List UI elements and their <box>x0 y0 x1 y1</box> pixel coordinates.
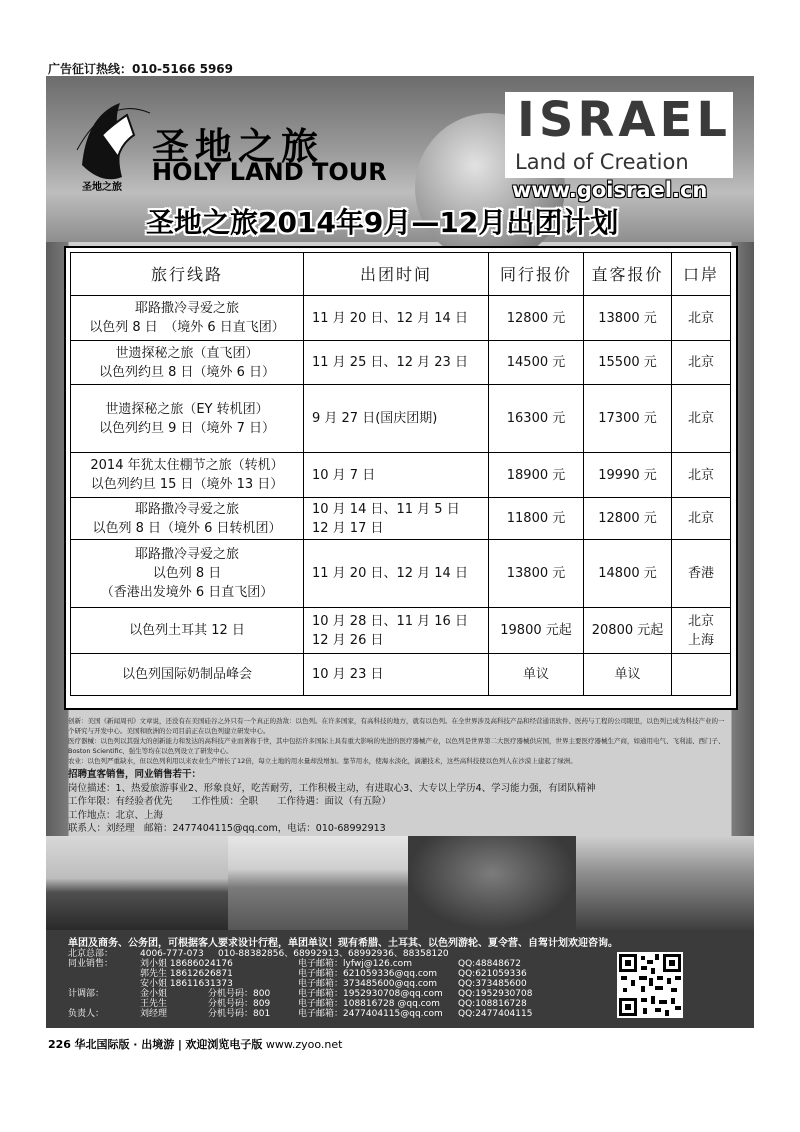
port-cell-line: 北京 <box>687 355 714 370</box>
recruit-heading: 招聘直客销售，同业销售若干： <box>68 769 202 780</box>
port-cell <box>672 385 731 453</box>
footer-separator: | <box>177 1038 182 1051</box>
port-cell-line: 北京 <box>687 411 714 426</box>
header-route: 旅行线路 <box>71 253 304 296</box>
table-row <box>71 498 731 540</box>
route-cell-line: 耶路撒冷寻爱之旅 <box>134 301 239 316</box>
contact-qq: QQ:48848672 <box>458 959 522 969</box>
israel-description <box>68 716 730 766</box>
departure-cell-line: 12 月 26 日 <box>312 632 384 648</box>
route-cell-line: 以色列约旦 8 日（境外 6 日） <box>98 364 276 380</box>
contact-row <box>68 949 608 959</box>
recruit-job-description: 岗位描述：1、热爱旅游事业2、形象良好，吃苦耐劳，工作积极主动，有进取心3、大专以上学历4、学习能力强，有团队精神 <box>68 782 596 794</box>
direct-price-cell: 12800 元 <box>584 498 672 540</box>
recruit-location: 工作地点：北京、上海 <box>68 809 164 821</box>
photo-strip <box>46 836 754 930</box>
contact-name: 刘经理 <box>140 1009 168 1019</box>
contact-name: 刘小姐 18686024176 <box>140 959 233 969</box>
departure-cell <box>304 540 489 608</box>
website-link[interactable]: www.goisrael.cn <box>512 178 708 202</box>
departure-cell-line: 9 月 27 日(国庆团期) <box>312 411 438 426</box>
contact-row <box>68 979 608 989</box>
contact-ext: 分机号码：801 <box>208 1009 271 1019</box>
qr-code-icon[interactable] <box>617 952 683 1018</box>
contact-name: 安小姐 18611631373 <box>140 979 233 989</box>
route-cell-line: （香港出发境外 6 日直飞团） <box>100 585 274 600</box>
header-port: 口岸 <box>672 253 731 296</box>
contact-email[interactable]: 电子邮箱：373485600@qq.com <box>298 979 438 989</box>
departure-cell-line: 11 月 20 日、12 月 14 日 <box>312 310 468 326</box>
route-cell-line: 以色列 8 日（境外 6 日转机团） <box>92 520 282 536</box>
contact-headline: 单团及商务、公务团，可根据客人要求设计行程，单团单议！现有希腊、土耳其、以色列游轮、夏令营、自驾计划欢迎咨询。 <box>68 938 618 949</box>
contact-name: 金小姐 <box>140 989 168 999</box>
ad-hotline: 广告征订热线：010-5166 5969 <box>48 62 234 76</box>
contact-qq: QQ:108816728 <box>458 999 527 1009</box>
trade-price-cell: 19800 元起 <box>489 608 584 654</box>
route-cell <box>71 540 304 608</box>
plan-title: 圣地之旅2014年9月—12月出团计划 <box>146 206 619 239</box>
contact-ext: 分机号码：800 <box>208 989 271 999</box>
route-cell-line: 耶路撒冷寻爱之旅 <box>134 547 239 562</box>
publication-name: 华北国际版 · 出境游 <box>74 1038 175 1051</box>
direct-price-cell: 17300 元 <box>584 385 672 453</box>
route-cell <box>71 296 304 341</box>
route-cell <box>71 654 304 696</box>
trade-price-cell: 18900 元 <box>489 453 584 498</box>
route-cell-line: 以色列国际奶制品峰会 <box>121 667 252 682</box>
trade-price-cell: 14500 元 <box>489 341 584 385</box>
church-photo <box>46 836 228 930</box>
contact-ext: 010-88382856、68992913、68992936、88358120 <box>218 949 449 959</box>
port-cell <box>672 608 731 654</box>
dead-sea-photo <box>408 836 576 930</box>
trade-price-cell: 11800 元 <box>489 498 584 540</box>
route-cell-line: 以色列约旦 15 日（境外 13 日） <box>90 477 284 492</box>
contact-qq: QQ:1952930708 <box>458 989 533 999</box>
departure-cell <box>304 498 489 540</box>
page-number: 226 <box>48 1038 71 1051</box>
table-row <box>71 296 731 341</box>
contact-name: 4006-777-073 <box>140 949 204 959</box>
port-cell-line: 上海 <box>687 632 714 648</box>
recruit-requirements: 工作年限：有经验者优先 工作性质：全职 工作待遇：面议（有五险） <box>68 796 392 807</box>
contact-email[interactable]: 电子邮箱：621059336@qq.com <box>298 969 438 979</box>
desc-innovation: 创新：美国《新闻周刊》文章说，还没有在美国硅谷之外只有一个真正的劲敌：以色列。在许多国家，有高科技的地方，就有以色列。在全世界涉及高科技产品和经营通讯软件、医药与工程的公司眼里，以色列已成为科技产业的一个研究与开发中心。美国和欧洲的公司目前正在以色列建立研发中心。 <box>68 717 725 735</box>
table-row <box>71 385 731 453</box>
contact-qq: QQ:621059336 <box>458 969 527 979</box>
table-row <box>71 540 731 608</box>
port-cell <box>672 654 731 696</box>
departure-cell-line: 10 月 7 日 <box>312 467 376 483</box>
port-cell <box>672 540 731 608</box>
table-row <box>71 453 731 498</box>
route-cell-line: 以色列 8 日 （境外 6 日直飞团） <box>89 320 285 335</box>
route-cell <box>71 341 304 385</box>
departure-cell <box>304 654 489 696</box>
departure-cell-line: 10 月 23 日 <box>312 667 384 682</box>
contact-row <box>68 989 608 999</box>
departure-cell <box>304 296 489 341</box>
israel-logo-wordmark: ISRAEL <box>517 92 731 148</box>
contact-row <box>68 1009 608 1019</box>
trade-price-cell: 13800 元 <box>489 540 584 608</box>
contact-name: 郭先生 18612626871 <box>140 969 233 979</box>
contact-panel <box>46 930 754 1028</box>
header-trade-price: 同行报价 <box>489 253 584 296</box>
recruitment-section <box>68 768 730 836</box>
desc-medical: 医疗器械：以色列以其强大的创新能力和发达的高科技产业而著称于世，其中包括许多国际上具有重大影响的先进的医疗器械产业，以色列是世界第二大医疗器械供应国，世界主要医疗器械生产商，如通用电气、飞利浦、西门子、Boston Scientific、强生等均在以色列设立了研发中心。 <box>68 737 725 755</box>
table-header-row <box>71 253 731 296</box>
contact-qq: QQ:2477404115 <box>458 1009 533 1019</box>
contact-email[interactable]: 电子邮箱：108816728 @qq.com <box>298 999 440 1009</box>
header-departure-time: 出团时间 <box>304 253 489 296</box>
route-cell-line: 世遗探秘之旅（EY 转机团） <box>105 401 269 417</box>
sailboat-photo <box>228 836 408 930</box>
departure-cell <box>304 385 489 453</box>
israel-tagline: Land of Creation <box>515 150 689 174</box>
israel-logo-panel <box>505 92 733 178</box>
route-cell-line: 以色列 8 日 <box>152 566 222 581</box>
departure-cell-line: 12 月 17 日 <box>312 520 384 536</box>
trade-price-cell: 12800 元 <box>489 296 584 341</box>
contact-email[interactable]: 电子邮箱：1952930708@qq.com <box>298 989 443 999</box>
contact-dept: 同业销售： <box>68 959 114 969</box>
desc-agriculture: 农业：以色列严重缺水，但以色列利用以来农业生产增长了12倍，每立土地的用水量却没增加。靠节用水，使海水淡化，滴灌技术，这些高科技使以色列人在沙漠上建起了绿洲。 <box>68 757 577 765</box>
direct-price-cell: 14800 元 <box>584 540 672 608</box>
contact-dept: 北京总部： <box>68 949 114 959</box>
direct-price-cell: 单议 <box>584 654 672 696</box>
route-cell <box>71 385 304 453</box>
port-cell-line: 北京 <box>687 613 714 629</box>
trade-price-cell: 单议 <box>489 654 584 696</box>
direct-price-cell: 19990 元 <box>584 453 672 498</box>
contact-row <box>68 999 608 1009</box>
contact-row <box>68 959 608 969</box>
direct-price-cell: 20800 元起 <box>584 608 672 654</box>
contact-row <box>68 969 608 979</box>
route-cell-line: 以色列土耳其 12 日 <box>129 623 245 638</box>
departure-cell-line: 10 月 14 日、11 月 5 日 <box>312 501 460 517</box>
port-cell <box>672 296 731 341</box>
contact-name: 王先生 <box>140 999 168 1009</box>
port-cell-line: 北京 <box>687 511 714 526</box>
route-cell <box>71 498 304 540</box>
brand-name-en: HOLY LAND TOUR <box>152 158 387 186</box>
brand-name-cn: 圣地之旅 <box>152 125 324 168</box>
schedule-table-frame <box>64 246 738 710</box>
port-cell <box>672 498 731 540</box>
contact-qq: QQ:373485600 <box>458 979 527 989</box>
footer-url[interactable]: www.zyoo.net <box>265 1038 343 1051</box>
departure-cell-line: 10 月 28 日、11 月 16 日 <box>312 613 468 629</box>
trade-price-cell: 16300 元 <box>489 385 584 453</box>
port-cell-line: 北京 <box>687 467 714 483</box>
contact-ext: 分机号码：809 <box>208 999 271 1009</box>
logo-caption: 圣地之旅 <box>82 182 122 193</box>
route-cell-line: 2014 年犹太住棚节之旅（转机） <box>90 458 284 473</box>
table-row <box>71 654 731 696</box>
port-cell <box>672 341 731 385</box>
contact-email[interactable]: 电子邮箱：2477404115@qq.com <box>298 1009 443 1019</box>
table-row <box>71 608 731 654</box>
route-cell-line: 世遗探秘之旅（直飞团） <box>115 345 259 361</box>
route-cell-line: 耶路撒冷寻爱之旅 <box>134 501 239 517</box>
header-direct-price: 直客报价 <box>584 253 672 296</box>
port-cell-line: 北京 <box>687 310 714 326</box>
departure-cell <box>304 341 489 385</box>
departure-cell <box>304 453 489 498</box>
route-cell-line: 以色列约旦 9 日（境外 7 日） <box>98 420 276 436</box>
contact-email[interactable]: 电子邮箱：lyfwj@126.com <box>298 959 412 969</box>
direct-price-cell: 15500 元 <box>584 341 672 385</box>
footer-slogan: 欢迎浏览电子版 <box>185 1038 263 1051</box>
port-cell <box>672 453 731 498</box>
contact-dept: 计调部： <box>68 989 105 999</box>
page-footer <box>48 1036 342 1052</box>
port-cell-line: 香港 <box>687 566 714 581</box>
departure-cell-line: 11 月 20 日、12 月 14 日 <box>312 566 468 581</box>
contact-dept: 负责人： <box>68 1009 105 1019</box>
schedule-table <box>70 252 731 696</box>
route-cell <box>71 608 304 654</box>
table-row <box>71 341 731 385</box>
route-cell <box>71 453 304 498</box>
bahai-gardens-photo <box>576 836 754 930</box>
departure-cell <box>304 608 489 654</box>
recruit-contact: 联系人：刘经理 邮箱：2477404115@qq.com，电话：010-68992913 <box>68 823 386 834</box>
direct-price-cell: 13800 元 <box>584 296 672 341</box>
departure-cell-line: 11 月 25 日、12 月 23 日 <box>312 355 468 370</box>
